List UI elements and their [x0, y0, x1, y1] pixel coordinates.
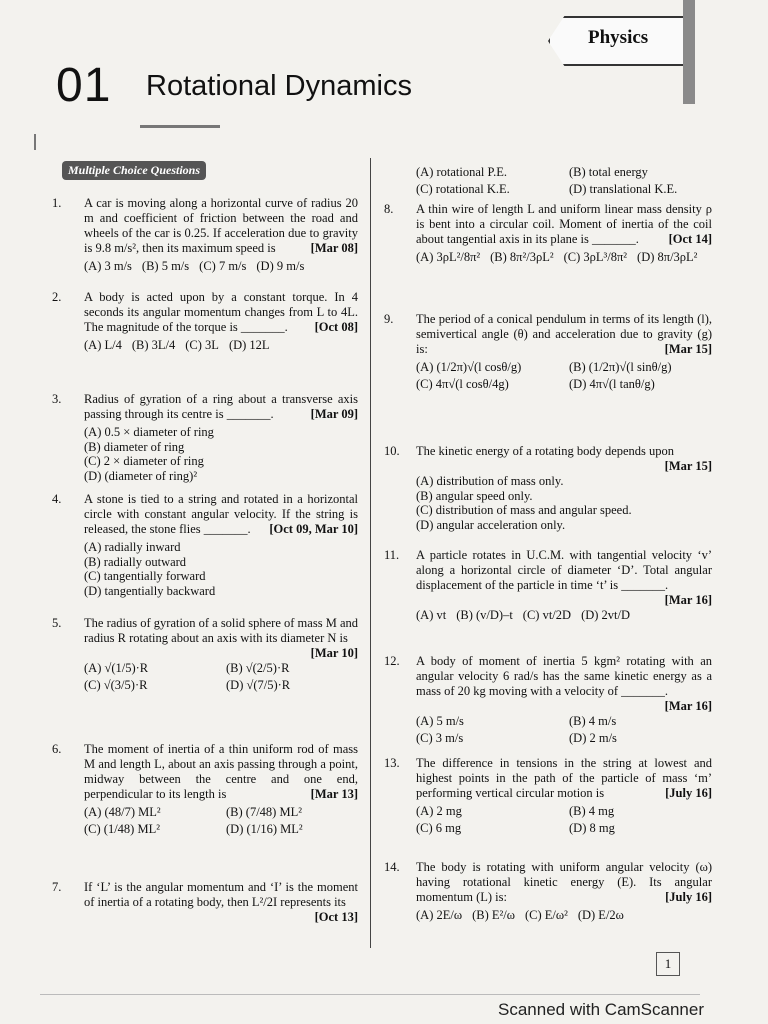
answer-option: (C) 4π√(l cosθ/4g): [416, 377, 509, 391]
answer-option: (A) 2E/ω: [416, 908, 463, 922]
answer-option: (B) 8π²/3ρL²: [490, 250, 554, 264]
exam-tag: [July 16]: [665, 786, 712, 800]
question-text: [84, 492, 358, 537]
answer-option: (C) vt/2D: [522, 608, 572, 622]
question-text: [416, 548, 712, 607]
answer-options: [84, 338, 358, 353]
answer-option: (B) 4 m/s: [569, 714, 617, 728]
answer-option: (D) angular acceleration only.: [416, 517, 566, 532]
footer-rule: [40, 994, 700, 995]
answer-option: (D) 2 m/s: [569, 731, 617, 745]
exam-tag: [Mar 09]: [310, 407, 358, 421]
question-stem: A stone is tied to a string and rotated in a horizontal circle with constant angular velocity. If the string is released, the stone flies _______.: [84, 492, 358, 536]
chapter-number: 01: [56, 59, 112, 112]
answer-option: (A) (1/2π)√(l cosθ/g): [416, 360, 522, 374]
question-13: [384, 756, 712, 836]
answer-option: (C) 3ρL³/8π²: [563, 250, 628, 264]
subject-label: Physics: [588, 27, 649, 48]
exam-tag: [Oct 08]: [314, 320, 358, 334]
answer-option: (D) √(7/5)·R: [226, 678, 291, 692]
title-underline: [140, 125, 220, 128]
question-stem: Radius of gyration of a ring about a transverse axis passing through its centre is _______.: [84, 392, 358, 421]
question-number: 4.: [52, 492, 62, 506]
question-text: [416, 654, 712, 713]
side-edge-bar: [683, 0, 695, 104]
exam-tag: [July 16]: [665, 890, 712, 904]
exam-tag: [Mar 16]: [664, 699, 712, 713]
answer-option: (B) radially outward: [84, 554, 187, 569]
exam-tag: [Mar 08]: [310, 241, 358, 255]
answer-option: (B) E²/ω: [472, 908, 515, 922]
question-3: [52, 392, 358, 483]
question-4: [52, 492, 358, 598]
answer-option: (D) 8π/3ρL²: [637, 250, 698, 264]
question-stem: A body of moment of inertia 5 kgm² rotating with an angular velocity 6 rad/s has the same kinetic energy as a mass of 20 kg moving with a velocity of _______.: [416, 654, 712, 698]
answer-option: (B) angular speed only.: [416, 488, 533, 503]
answer-option: (B) (1/2π)√(l sinθ/g): [569, 360, 672, 374]
question-7: [52, 880, 358, 925]
question-stem: The radius of gyration of a solid sphere of mass M and radius R rotating about an axis with its diameter N is: [84, 616, 358, 645]
answer-option: (A) L/4: [84, 338, 122, 352]
answer-option: (A) 2 mg: [416, 804, 462, 818]
question-6: [52, 742, 358, 837]
answer-option: (B) 3L/4: [131, 338, 176, 352]
answer-options: [416, 474, 712, 532]
answer-option: (C) distribution of mass and angular speed.: [416, 503, 632, 517]
answer-options: [416, 165, 712, 197]
exam-tag: [Oct 13]: [314, 910, 358, 924]
answer-option: (D) 9 m/s: [256, 259, 305, 273]
question-12: [384, 654, 712, 746]
answer-option: (D) translational K.E.: [569, 182, 678, 196]
question-stem: The difference in tensions in the string at lowest and highest points in the path of the particle of mass ‘m’ performing vertical circular motion is: [416, 756, 712, 800]
question-number: 6.: [52, 742, 62, 756]
exam-tag: [Oct 09, Mar 10]: [269, 522, 358, 536]
answer-option: (C) 7 m/s: [199, 259, 247, 273]
chapter-title: Rotational Dynamics: [146, 70, 412, 102]
answer-option: (A) distribution of mass only.: [416, 474, 564, 488]
question-text: [84, 880, 358, 924]
exam-tag: [Oct 14]: [668, 232, 712, 246]
answer-option: (B) diameter of ring: [84, 439, 185, 454]
question-stem: The body is rotating with uniform angular velocity (ω) having rotational kinetic energy (E). Its angular momentum (L) is:: [416, 860, 712, 904]
question-text: [84, 742, 358, 802]
question-text: [84, 616, 358, 660]
answer-option: (C) 3L: [185, 338, 219, 352]
question-text: [84, 290, 358, 335]
answer-options: [416, 250, 712, 265]
answer-option: (C) 2 × diameter of ring: [84, 454, 204, 468]
answer-options: [416, 804, 712, 836]
question-number: 8.: [384, 202, 394, 216]
answer-option: (B) total energy: [569, 165, 648, 179]
answer-options: [416, 714, 712, 746]
answer-option: (C) rotational K.E.: [416, 182, 510, 196]
question-10: [384, 444, 712, 532]
exam-tag: [Mar 10]: [310, 646, 358, 660]
question-text: [416, 202, 712, 247]
answer-options: [84, 661, 358, 693]
question-text: [416, 312, 712, 357]
answer-option: (B) (7/48) ML²: [226, 805, 302, 819]
question-number: 11.: [384, 548, 400, 562]
question-2: [52, 290, 358, 353]
exam-tag: [Mar 13]: [310, 787, 358, 801]
answer-option: (B) 5 m/s: [141, 259, 190, 273]
question-text: [84, 392, 358, 422]
answer-option: (D) (diameter of ring)²: [84, 468, 198, 483]
question-5: [52, 616, 358, 693]
question-text: [84, 196, 358, 256]
question-number: 12.: [384, 654, 400, 668]
question-cont: [416, 162, 712, 197]
answer-option: (A) radially inward: [84, 540, 181, 554]
question-11: [384, 548, 712, 623]
question-number: 7.: [52, 880, 62, 894]
question-9: [384, 312, 712, 392]
answer-options: [416, 608, 712, 623]
answer-option: (D) E/2ω: [577, 908, 624, 922]
question-number: 9.: [384, 312, 394, 326]
question-number: 1.: [52, 196, 62, 210]
question-stem: The period of a conical pendulum in terms of its length (l), semivertical angle (θ) and acceleration due to gravity (g) is:: [416, 312, 712, 356]
question-number: 3.: [52, 392, 62, 406]
question-stem: A car is moving along a horizontal curve of radius 20 m and coefficient of friction between the road and wheels of the car is 0.25. If acceleration due to gravity is 9.8 m/s², then its maximum speed is: [84, 196, 358, 255]
answer-option: (C) (1/48) ML²: [84, 822, 160, 836]
question-stem: The moment of inertia of a thin uniform rod of mass M and length L, about an axis passing through a point, midway between the centre and one end, perpendicular to its length is: [84, 742, 358, 801]
exam-tag: [Mar 15]: [664, 342, 712, 356]
answer-option: (B) 4 mg: [569, 804, 615, 818]
question-text: [416, 756, 712, 801]
answer-options: [84, 425, 358, 483]
answer-option: (C) 6 mg: [416, 821, 462, 835]
question-text: [416, 860, 712, 905]
question-number: 14.: [384, 860, 400, 874]
question-stem: A particle rotates in U.C.M. with tangential velocity ‘v’ along a horizontal circle of diameter ‘D’. Total angular displacement of the particle in time ‘t’ is _______.: [416, 548, 712, 592]
answer-option: (B) (v/D)–t: [456, 608, 513, 622]
answer-option: (A) (48/7) ML²: [84, 805, 161, 819]
answer-option: (A) 0.5 × diameter of ring: [84, 425, 214, 439]
question-8: [384, 202, 712, 265]
question-stem: The kinetic energy of a rotating body depends upon: [416, 444, 675, 458]
answer-option: (D) 8 mg: [569, 821, 615, 835]
scanner-watermark: Scanned with CamScanner: [498, 1000, 705, 1019]
answer-option: (A) vt: [416, 608, 447, 622]
answer-option: (C) √(3/5)·R: [84, 678, 148, 692]
section-badge: Multiple Choice Questions: [62, 161, 206, 180]
exam-tag: [Mar 15]: [664, 459, 712, 473]
answer-option: (A) 5 m/s: [416, 714, 464, 728]
answer-option: (C) 3 m/s: [416, 731, 464, 745]
page-number: 1: [656, 952, 680, 976]
question-stem: If ‘L’ is the angular momentum and ‘I’ is the moment of inertia of a rotating body, then L²/2I represents its: [84, 880, 358, 909]
question-1: [52, 196, 358, 274]
answer-option: (C) E/ω²: [524, 908, 568, 922]
answer-option: (C) tangentially forward: [84, 569, 206, 583]
answer-option: (A) √(1/5)·R: [84, 661, 149, 675]
answer-options: [84, 259, 358, 274]
answer-option: (D) 4π√(l tanθ/g): [569, 377, 655, 391]
question-number: 2.: [52, 290, 62, 304]
question-number: 13.: [384, 756, 400, 770]
question-number: 10.: [384, 444, 400, 458]
answer-option: (D) tangentially backward: [84, 583, 216, 598]
answer-options: [84, 540, 358, 598]
answer-option: (A) 3ρL²/8π²: [416, 250, 481, 264]
answer-option: (A) rotational P.E.: [416, 165, 507, 179]
question-text: [416, 444, 712, 473]
answer-options: [416, 908, 712, 923]
column-divider: [370, 158, 371, 948]
question-14: [384, 860, 712, 923]
answer-option: (D) (1/16) ML²: [226, 822, 303, 836]
question-stem: A body is acted upon by a constant torque. In 4 seconds its angular momentum changes from L to 4L. The magnitude of the torque is _______.: [84, 290, 358, 334]
answer-option: (A) 3 m/s: [84, 259, 132, 273]
answer-option: (B) √(2/5)·R: [226, 661, 290, 675]
question-stem: A thin wire of length L and uniform linear mass density ρ is bent into a circular coil. Moment of inertia of the coil about tangential axis in its plane is _______.: [416, 202, 712, 246]
answer-options: [84, 805, 358, 837]
margin-mark: [34, 134, 36, 150]
answer-options: [416, 360, 712, 392]
exam-tag: [Mar 16]: [664, 593, 712, 607]
answer-option: (D) 2vt/D: [581, 608, 631, 622]
question-number: 5.: [52, 616, 62, 630]
answer-option: (D) 12L: [228, 338, 270, 352]
